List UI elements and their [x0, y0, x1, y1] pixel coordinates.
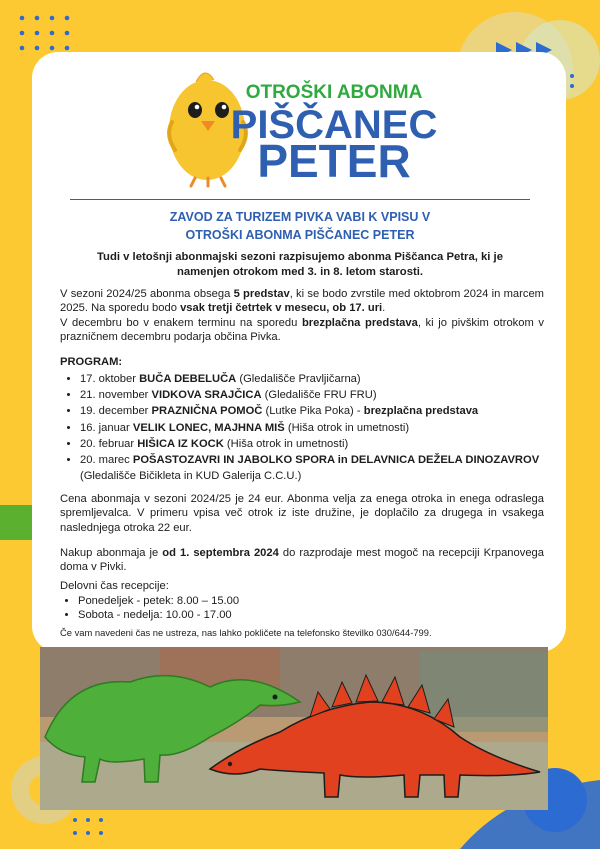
- logo-line-2: PIŠČANEC: [230, 103, 438, 147]
- program-item: • 16. januar VELIK LONEC, MAJHNA MIŠ (Hiša otrok in umetnosti): [80, 420, 580, 436]
- season-info: V sezoni 2024/25 abonma obsega 5 predstav, ki se bodo zvrstile med oktobrom 2024 in marcem 2025. Na sporedu bodo vsak tretji četrtek v mesecu, ob 17. uri. V decembru bo v enakem terminu na sporedu brezplačna predstava, ki jo pivškim otrokom v prazničnem decembru podarja občina Pivka.: [60, 288, 545, 343]
- program-item: • 20. marec POŠASTOZAVRI IN JABOLKO SPORA in DELAVNICA DEŽELA DINOZAVROV (Gledališče Bičikleta in KUD Galerija C.C.U.): [80, 452, 580, 484]
- program-title: PROGRAM:: [60, 356, 123, 368]
- intro-text: Tudi v letošnji abonmajski sezoni razpisujemo abonma Piščanca Petra, ki je namenjen otrokom med 3. in 8. letom starosti.: [97, 251, 503, 278]
- program-item: • 17. oktober BUČA DEBELUČA (Gledališče Pravljičarna): [80, 371, 580, 387]
- logo-line-3: PETER: [257, 135, 411, 187]
- program-list: [60, 371, 580, 484]
- divider: [70, 199, 530, 200]
- price-info: Cena abonmaja v sezoni 2024/25 je 24 eur. Abonma velja za enega otroka in enega odraslega spremljevalca. V primeru vpisa več otrok iz iste družine, je doplačilo za drugega in vsakega naslednjega otroka 22 eur.: [60, 493, 544, 534]
- logo: [0, 0, 600, 200]
- hours-list: [60, 594, 239, 622]
- hours-item: • Ponedeljek - petek: 8.00 – 15.00: [78, 594, 239, 608]
- logo-line-1: OTROŠKI ABONMA: [245, 82, 423, 103]
- page-title: ZAVOD ZA TURIZEM PIVKA VABI K VPISU V OTROŠKI ABONMA PIŠČANEC PETER: [169, 210, 431, 242]
- hours-title: Delovni čas recepcije:: [60, 580, 169, 592]
- purchase-info: Nakup abonmaja je od 1. septembra 2024 do razprodaje mest mogoč na recepciji Krpanovega doma v Pivki.: [60, 547, 544, 574]
- dinosaur-illustration: [40, 647, 548, 810]
- hours-item: • Sobota - nedelja: 10.00 - 17.00: [78, 608, 239, 622]
- program-item: • 20. februar HIŠICA IZ KOCK (Hiša otrok in umetnosti): [80, 436, 580, 452]
- program-item: • 19. december PRAZNIČNA POMOČ (Lutke Pika Poka) - brezplačna predstava: [80, 403, 580, 419]
- program-item: • 21. november VIDKOVA SRAJČICA (Gledališče FRU FRU): [80, 387, 580, 403]
- contact-info: Če vam navedeni čas ne ustreza, nas lahko pokličete na telefonsko številko 030/644-799.: [60, 627, 432, 638]
